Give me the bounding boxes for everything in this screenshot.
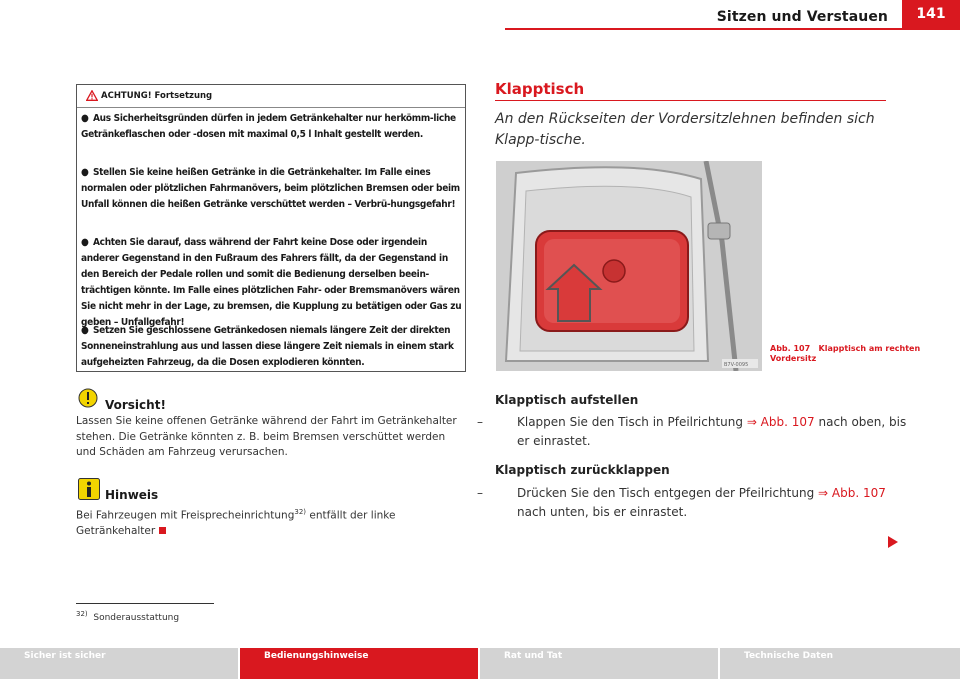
warning-bullet: ● Stellen Sie keine heißen Getränke in die Getränkehalter. Im Falle eines normalen oder plötzlichen Fahrmanövers, beim plötzlichen Bremsen oder beim Unfall können die heißen Getränke verschüttet werden – Verbrü-hungsgefahr! [81, 167, 460, 210]
warning-triangle-icon [86, 90, 98, 101]
note-text: Bei Fahrzeugen mit Freisprecheinrichtung$^{32)}$ entfällt der linke Getränkehalter [76, 508, 396, 537]
fold-table-illustration [496, 161, 762, 371]
warning-bullet: ● Achten Sie darauf, dass während der Fahrt keine Dose oder irgendein anderer Gegenstand in den Fußraum des Fahrers fällt, da der Gegenstand in den Bereich der Pedale rollen und somit die Bedienung derselben beein-trächtigen könnte. Im Falle eines plötzlichen Fahr- oder Bremsmanövers wären Sie nicht mehr in der Lage, zu bremsen, die Kupplung zu betätigen oder Gas zu geben – Unfallgefahr! [81, 237, 462, 328]
figure-caption-text: Klapptisch am rechten Vordersitz [770, 344, 921, 363]
section-intro: An den Rückseiten der Vordersitzlehnen befinden sich Klapp-tische. [495, 111, 875, 148]
note-title: Hinweis [105, 488, 159, 502]
figure-ref-link[interactable]: ⇒ Abb. 107 [818, 486, 886, 500]
caution-icon [78, 388, 98, 408]
figure-code: B7V-0095 [724, 362, 749, 368]
caution-text: Lassen Sie keine offenen Getränke während der Fahrt im Getränkehalter stehen. Die Getränke könnten z. B. beim Bremsen verschüttet werden und Schäden am Fahrzeug verursachen. [76, 415, 457, 458]
page-number: 141 [902, 0, 960, 28]
figure-caption [770, 344, 960, 364]
procedure-step: – Drücken Sie den Tisch entgegen der Pfeilrichtung ⇒ Abb. 107 nach unten, bis er einrastet. [477, 486, 886, 519]
warning-heading-text: ACHTUNG! Fortsetzung [101, 91, 213, 101]
footnote: $^{32)}$ Sonderausstattung [76, 610, 180, 623]
figure-ref-link[interactable]: ⇒ Abb. 107 [746, 415, 815, 429]
footer-nav [0, 648, 960, 679]
footnote-rule [76, 603, 214, 604]
footer-tab-sicher-ist-sicher[interactable]: Sicher ist sicher [0, 648, 238, 679]
warning-bullet: ● Aus Sicherheitsgründen dürfen in jedem Getränkehalter nur herkömm-liche Getränkeflaschen oder -dosen mit maximal 0,5 l Inhalt gestellt werden. [81, 113, 456, 140]
header-rule [505, 28, 960, 30]
footer-tab-technische-daten[interactable]: Technische Daten [720, 648, 960, 679]
section-title: Klapptisch [495, 80, 585, 98]
caution-title: Vorsicht! [105, 398, 166, 412]
procedure-heading: Klapptisch zurückklappen [495, 463, 670, 477]
warning-bullet: ● Setzen Sie geschlossene Getränkedosen niemals längere Zeit der direkten Sonneneinstrahlung aus und lassen diese längere Zeit niemals in einem stark aufgeheizten Fahrzeug, da die Dosen explodieren könnten. [81, 325, 454, 368]
next-page-arrow-icon[interactable] [888, 536, 898, 548]
footer-tab-bedienungshinweise[interactable]: Bedienungshinweise [240, 648, 478, 679]
footer-tab-rat-und-tat[interactable]: Rat und Tat [480, 648, 718, 679]
section-rule [495, 100, 886, 101]
end-marker-icon [159, 527, 166, 534]
procedure-step: – Klappen Sie den Tisch in Pfeilrichtung ⇒ Abb. 107 nach oben, bis er einrastet. [477, 415, 907, 448]
figure-image [496, 161, 762, 371]
info-icon [78, 478, 100, 500]
figure-caption-label: Abb. 107 [770, 344, 811, 353]
page-header-title: Sitzen und Verstauen [716, 9, 888, 25]
warning-box [76, 84, 466, 372]
procedure-heading: Klapptisch aufstellen [495, 393, 639, 407]
warning-heading [77, 85, 465, 108]
